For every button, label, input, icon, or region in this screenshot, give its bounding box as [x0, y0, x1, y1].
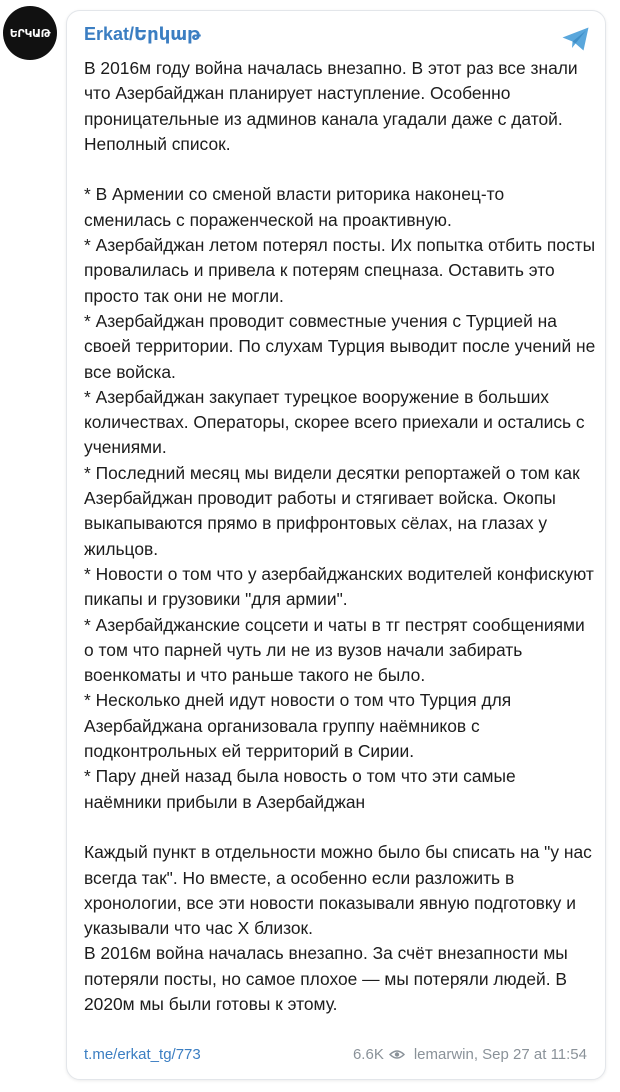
- eye-icon: [389, 1049, 405, 1060]
- view-count: 6.6K: [352, 1045, 384, 1063]
- post-author-date: lemarwin, Sep 27 at 11:54: [413, 1045, 587, 1063]
- post-text: В 2016м году война началась внезапно. В этот раз все знали что Азербайджан планирует наступление. Особенно проницательные из админов канала угадали даже с датой. Неполный список. * В Армении со сменой власти риторика наконец-то сменилась с пораженческой на проактивную. * Азербайджан летом потерял посты. Их попытка отбить посты провалилась и привела к потерям спецназа. Оставить это просто так они не могли. * Азербайджан проводит совместные учения с Турцией на своей территории. По слухам Турция выводит после учений не все войска. * Азербайджан закупает турецкое вооружение в больших количествах. Операторы, скорее всего приехали и остались с учениями. * Последний месяц мы видели десятки репортажей о том как Азербайджан проводит работы и стягивает войска. Окопы выкапываются прямо в прифронтовых сёлах, на глазах у жильцов. * Новости о том что у азербайджанских водителей конфискуют пикапы и грузовики "для армии". * Азербайджанские соцсети и чаты в тг пестрят сообщениями о том что парней чуть ли не из вузов начали забирать военкоматы и что раньше такого не было. * Несколько дней идут новости о том что Турция для Азербайджана организовала группу наёмников с подконтрольных ей территорий в Сирии. * Пару дней назад была новость о том что эти самые наёмники прибыли в Азербайджан Каждый пункт в отдельности можно было бы списать на "у нас всегда так". Но вместе, а особенно если разложить в хронологии, все эти новости показывали явную подготовку и указывали что час Х близок. В 2016м война началась внезапно. За счёт внезапности мы потеряли посты, но самое плохое — мы потеряли людей. В 2020м мы были готовы к этому.: [84, 58, 596, 1014]
- channel-avatar[interactable]: [3, 6, 57, 60]
- post-link[interactable]: t.me/erkat_tg/773: [84, 1045, 201, 1063]
- channel-name-link[interactable]: Erkat/Երկաթ: [84, 24, 201, 44]
- avatar-logo-text: ԵՐԿԱԹ: [9, 26, 51, 40]
- post-card: [66, 10, 606, 1080]
- post-footer: [84, 1043, 587, 1065]
- telegram-logo-icon: [561, 26, 591, 52]
